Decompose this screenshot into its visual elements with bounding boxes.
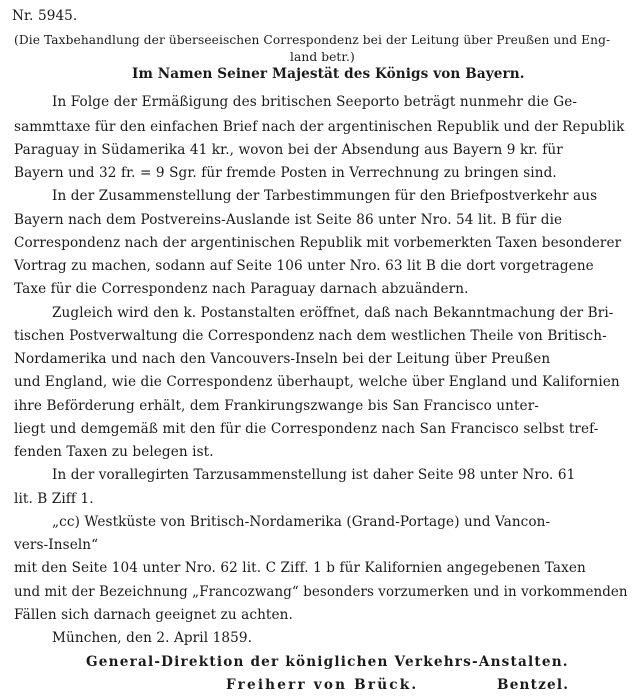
body-line: Vortrag zu machen, sodann auf Seite 106 unter Nro. 63 lit B die dort vorgetragene: [14, 258, 594, 274]
issuing-authority: General-Direktion der königlichen Verkehrs-Anstalten.: [86, 654, 569, 670]
body-line: liegt und demgemäß mit den für die Correspondenz nach San Francisco selbst tref-: [14, 421, 599, 437]
body-line: Nordamerika und nach den Vancouvers-Inseln bei der Leitung über Preußen: [14, 351, 551, 367]
body-line: In der Zusammenstellung der Tarbestimmungen für den Briefpostverkehr aus: [52, 188, 598, 204]
signer-right: Bentzel.: [497, 677, 570, 693]
body-line: In der vorallegirten Tarzusammenstellung ist daher Seite 98 unter Nro. 61: [52, 467, 576, 483]
document-heading: Im Namen Seiner Majestät des Königs von Bayern.: [132, 66, 525, 82]
body-line: fenden Taxen zu belegen ist.: [14, 444, 214, 460]
body-line: Paraguay in Südamerika 41 kr., wovon bei der Absendung aus Bayern 9 kr. für: [14, 142, 563, 158]
body-line: und England, wie die Correspondenz überhaupt, welche über England und Kalifornien: [14, 374, 620, 390]
body-line: und mit der Bezeichnung „Francozwang“ besonders vorzumerken und in vorkommenden: [14, 584, 628, 600]
body-line: „cc) Westküste von Britisch-Nordamerika (Grand-Portage) und Vancon-: [52, 514, 551, 530]
body-line: Bayern und 32 fr. = 9 Sgr. für fremde Posten in Verrechnung zu bringen sind.: [14, 165, 557, 181]
date-line: München, den 2. April 1859.: [52, 630, 253, 646]
body-line: Bayern nach dem Postvereins-Auslande ist Seite 86 unter Nro. 54 lit. B für die: [14, 212, 563, 228]
body-line: mit den Seite 104 unter Nro. 62 lit. C Ziff. 1 b für Kalifornien angegebenen Taxen: [14, 560, 586, 576]
body-line: tischen Postverwaltung die Correspondenz nach dem westlichen Theile von Britisch-: [14, 328, 607, 344]
body-line: ihre Beförderung erhält, dem Frankirungszwange bis San Francisco unter-: [14, 398, 539, 414]
signer-left: Freiherr von Brück.: [226, 677, 419, 693]
subtitle-line-1: (Die Taxbehandlung der überseeischen Correspondenz bei der Leitung über Preußen und Eng-: [14, 33, 611, 47]
body-line: Zugleich wird den k. Postanstalten eröffnet, daß nach Bekanntmachung der Bri-: [52, 305, 614, 321]
body-line: Correspondenz nach der argentinischen Republik mit vorbemerkten Taxen besonderer: [14, 235, 622, 251]
body-line: Fällen sich darnach geeignet zu achten.: [14, 607, 293, 623]
body-line: vers-Inseln“: [14, 537, 99, 553]
body-line: sammttaxe für den einfachen Brief nach der argentinischen Republik und der Republik: [14, 119, 625, 135]
body-line: Taxe für die Correspondenz nach Paraguay darnach abzuändern.: [14, 281, 469, 297]
body-line: lit. B Ziff 1.: [14, 491, 94, 507]
body-line: In Folge der Ermäßigung des britischen Seeporto beträgt nunmehr die Ge-: [52, 94, 578, 110]
subtitle-line-2: land betr.): [290, 50, 355, 64]
document-number: Nr. 5945.: [12, 8, 78, 24]
